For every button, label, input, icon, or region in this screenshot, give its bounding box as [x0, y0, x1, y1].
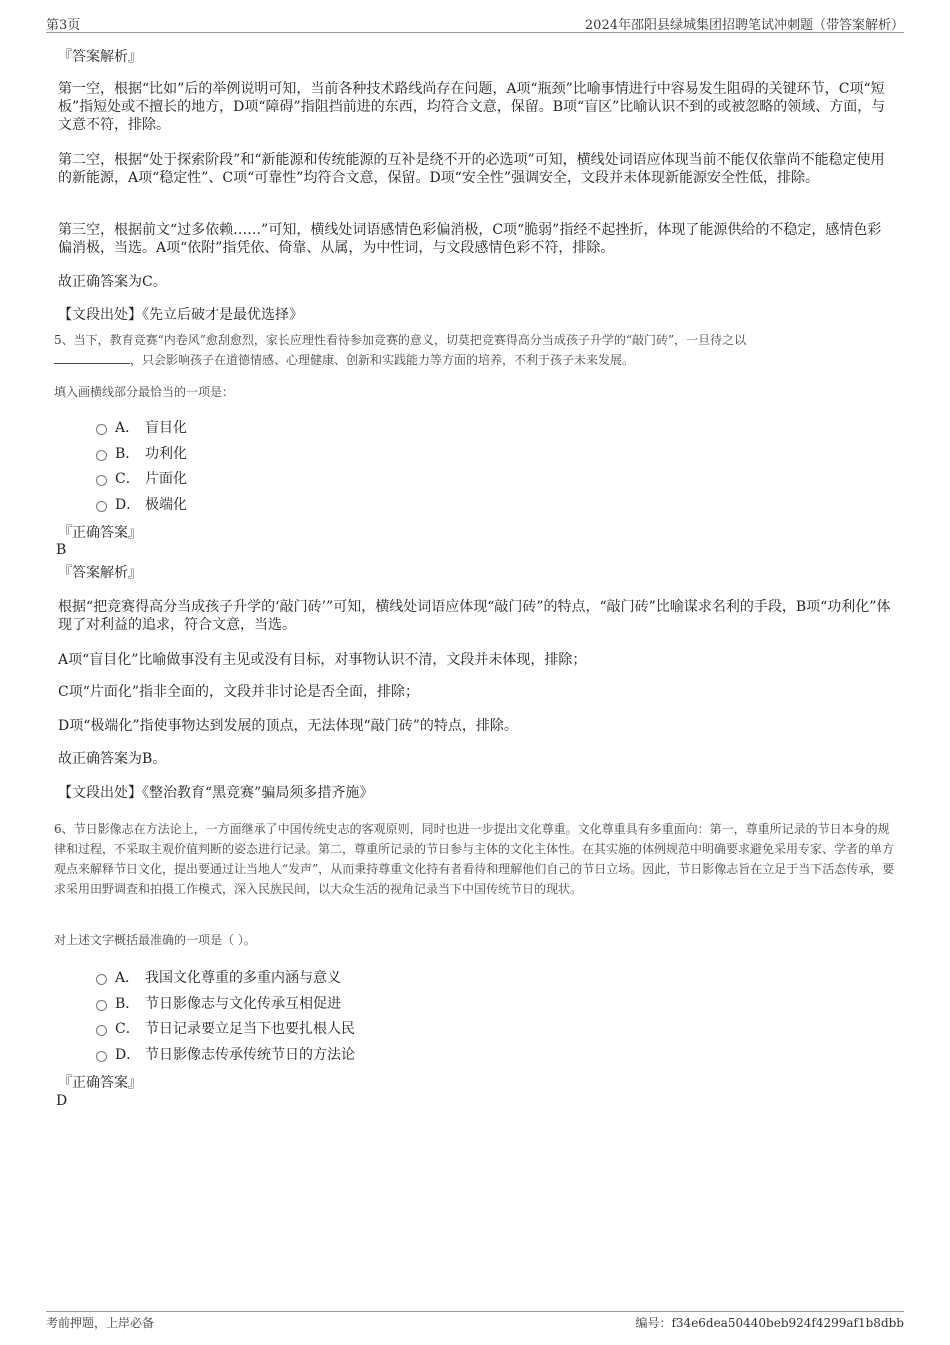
- conclusion-text: 故正确答案为B。: [58, 751, 167, 767]
- option-d[interactable]: D． 极端化: [96, 496, 187, 514]
- radio-icon[interactable]: [96, 1051, 107, 1062]
- option-a[interactable]: A． 盲目化: [96, 419, 187, 437]
- document-title: 2024年邵阳县绿城集团招聘笔试冲刺题（带答案解析）: [584, 18, 904, 33]
- fill-blank: [54, 351, 130, 364]
- question-stem-part: ，只会影响孩子在道德情感、心理健康、创新和实践能力等方面的培养，不利于孩子未来发展。: [130, 353, 635, 367]
- correct-answer: B: [56, 542, 67, 558]
- radio-icon[interactable]: [96, 475, 107, 486]
- option-a[interactable]: A． 我国文化尊重的多重内涵与意义: [96, 969, 341, 987]
- radio-icon[interactable]: [96, 501, 107, 512]
- radio-icon[interactable]: [96, 1025, 107, 1036]
- analysis-label: 『答案解析』: [58, 565, 142, 581]
- page-number: 第3页: [46, 18, 81, 33]
- analysis-paragraph: 第一空，根据“比如”后的举例说明可知，当前各种技术路线尚存在问题，A项“瓶颈”比喻事情进行中容易发生阻碍的关键环节，C项“短板”指短处或不擅长的地方，D项“障碍”指阻挡前进的东西，均符合文意，保留。B项“盲区”比喻认识不到的或被忽略的领域、方面，与文意不符，排除。: [58, 81, 886, 133]
- analysis-paragraph: A项“盲目化”比喻做事没有主见或没有目标，对事物认识不清，文段并未体现，排除；: [58, 652, 587, 668]
- conclusion-text: 故正确答案为C。: [58, 274, 167, 290]
- page-header: [46, 14, 904, 33]
- radio-icon[interactable]: [96, 1000, 107, 1011]
- analysis-paragraph: 根据“把竞赛得高分当成孩子升学的‘敲门砖’”可知，横线处词语应体现“敲门砖”的特点，“敲门砖”比喻谋求名利的手段，B项“功利化”体现了对利益的追求，符合文意，当选。: [58, 599, 891, 633]
- question-stem: 6、节日影像志在方法论上，一方面继承了中国传统史志的客观原则，同时也进一步提出文化尊重。文化尊重具有多重面向：第一，尊重所记录的节日本身的规律和过程，不采取主观价值判断的姿态进行记录。第二，尊重所记录的节日参与主体的文化主体性。在其实施的体例规范中明确要求避免采用专家、学者的单方观点来解释节日文化，提出要通过让当地人“发声”，从而秉持尊重文化持有者看待和理解他们自己的节日立场。因此，节日影像志旨在立足于当下活态传承，要求采用田野调查和拍摄工作模式，深入民族民间，以大众生活的视角记录当下中国传统节日的现状。: [54, 822, 895, 896]
- radio-icon[interactable]: [96, 450, 107, 461]
- footer-slogan: 考前押题，上岸必备: [46, 1316, 155, 1330]
- document-code: 编号：f34e6dea50440beb924f4299af1b8dbb: [635, 1316, 904, 1330]
- question-prompt: 对上述文字概括最准确的一项是（ ）。: [54, 933, 256, 947]
- question-prompt: 填入画横线部分最恰当的一项是：: [54, 385, 235, 399]
- radio-icon[interactable]: [96, 424, 107, 435]
- correct-answer-label: 『正确答案』: [58, 525, 142, 541]
- question-stem: [54, 330, 896, 370]
- option-d[interactable]: D． 节日影像志传承传统节日的方法论: [96, 1046, 355, 1064]
- radio-icon[interactable]: [96, 974, 107, 985]
- analysis-paragraph: C项“片面化”指非全面的，文段并非讨论是否全面，排除；: [58, 684, 420, 700]
- option-c[interactable]: C． 片面化: [96, 470, 187, 488]
- analysis-paragraph: 第二空，根据“处于探索阶段”和“新能源和传统能源的互补是绕不开的必选项”可知，横线处词语应体现当前不能仅依靠尚不能稳定使用的新能源，A项“稳定性”、C项“可靠性”均符合文意，保留。D项“安全性”强调安全，文段并未体现新能源安全性低，排除。: [58, 152, 885, 186]
- page-footer: [46, 1311, 904, 1332]
- correct-answer: D: [56, 1093, 68, 1109]
- option-b[interactable]: B． 功利化: [96, 445, 187, 463]
- analysis-paragraph: 第三空，根据前文“过多依赖……”可知，横线处词语感情色彩偏消极，C项“脆弱”指经不起挫折，体现了能源供给的不稳定，感情色彩偏消极，当选。A项“依附”指凭依、倚靠、从属，为中性词，与文段感情色彩不符，排除。: [58, 222, 882, 256]
- analysis-paragraph: D项“极端化”指使事物达到发展的顶点，无法体现“敲门砖”的特点，排除。: [58, 718, 518, 734]
- option-c[interactable]: C． 节日记录要立足当下也要扎根人民: [96, 1020, 355, 1038]
- correct-answer-label: 『正确答案』: [58, 1075, 142, 1091]
- option-b[interactable]: B． 节日影像志与文化传承互相促进: [96, 995, 341, 1013]
- source-citation: 【文段出处】《先立后破才是最优选择》: [58, 307, 303, 323]
- source-citation: 【文段出处】《整治教育“黑竞赛”骗局须多措齐施》: [58, 785, 374, 801]
- analysis-label: 『答案解析』: [58, 49, 142, 65]
- question-stem-part: 5、当下，教育竞赛“内卷风”愈刮愈烈，家长应理性看待参加竞赛的意义，切莫把竞赛得高分当成孩子升学的“敲门砖”，一旦待之以: [54, 333, 747, 347]
